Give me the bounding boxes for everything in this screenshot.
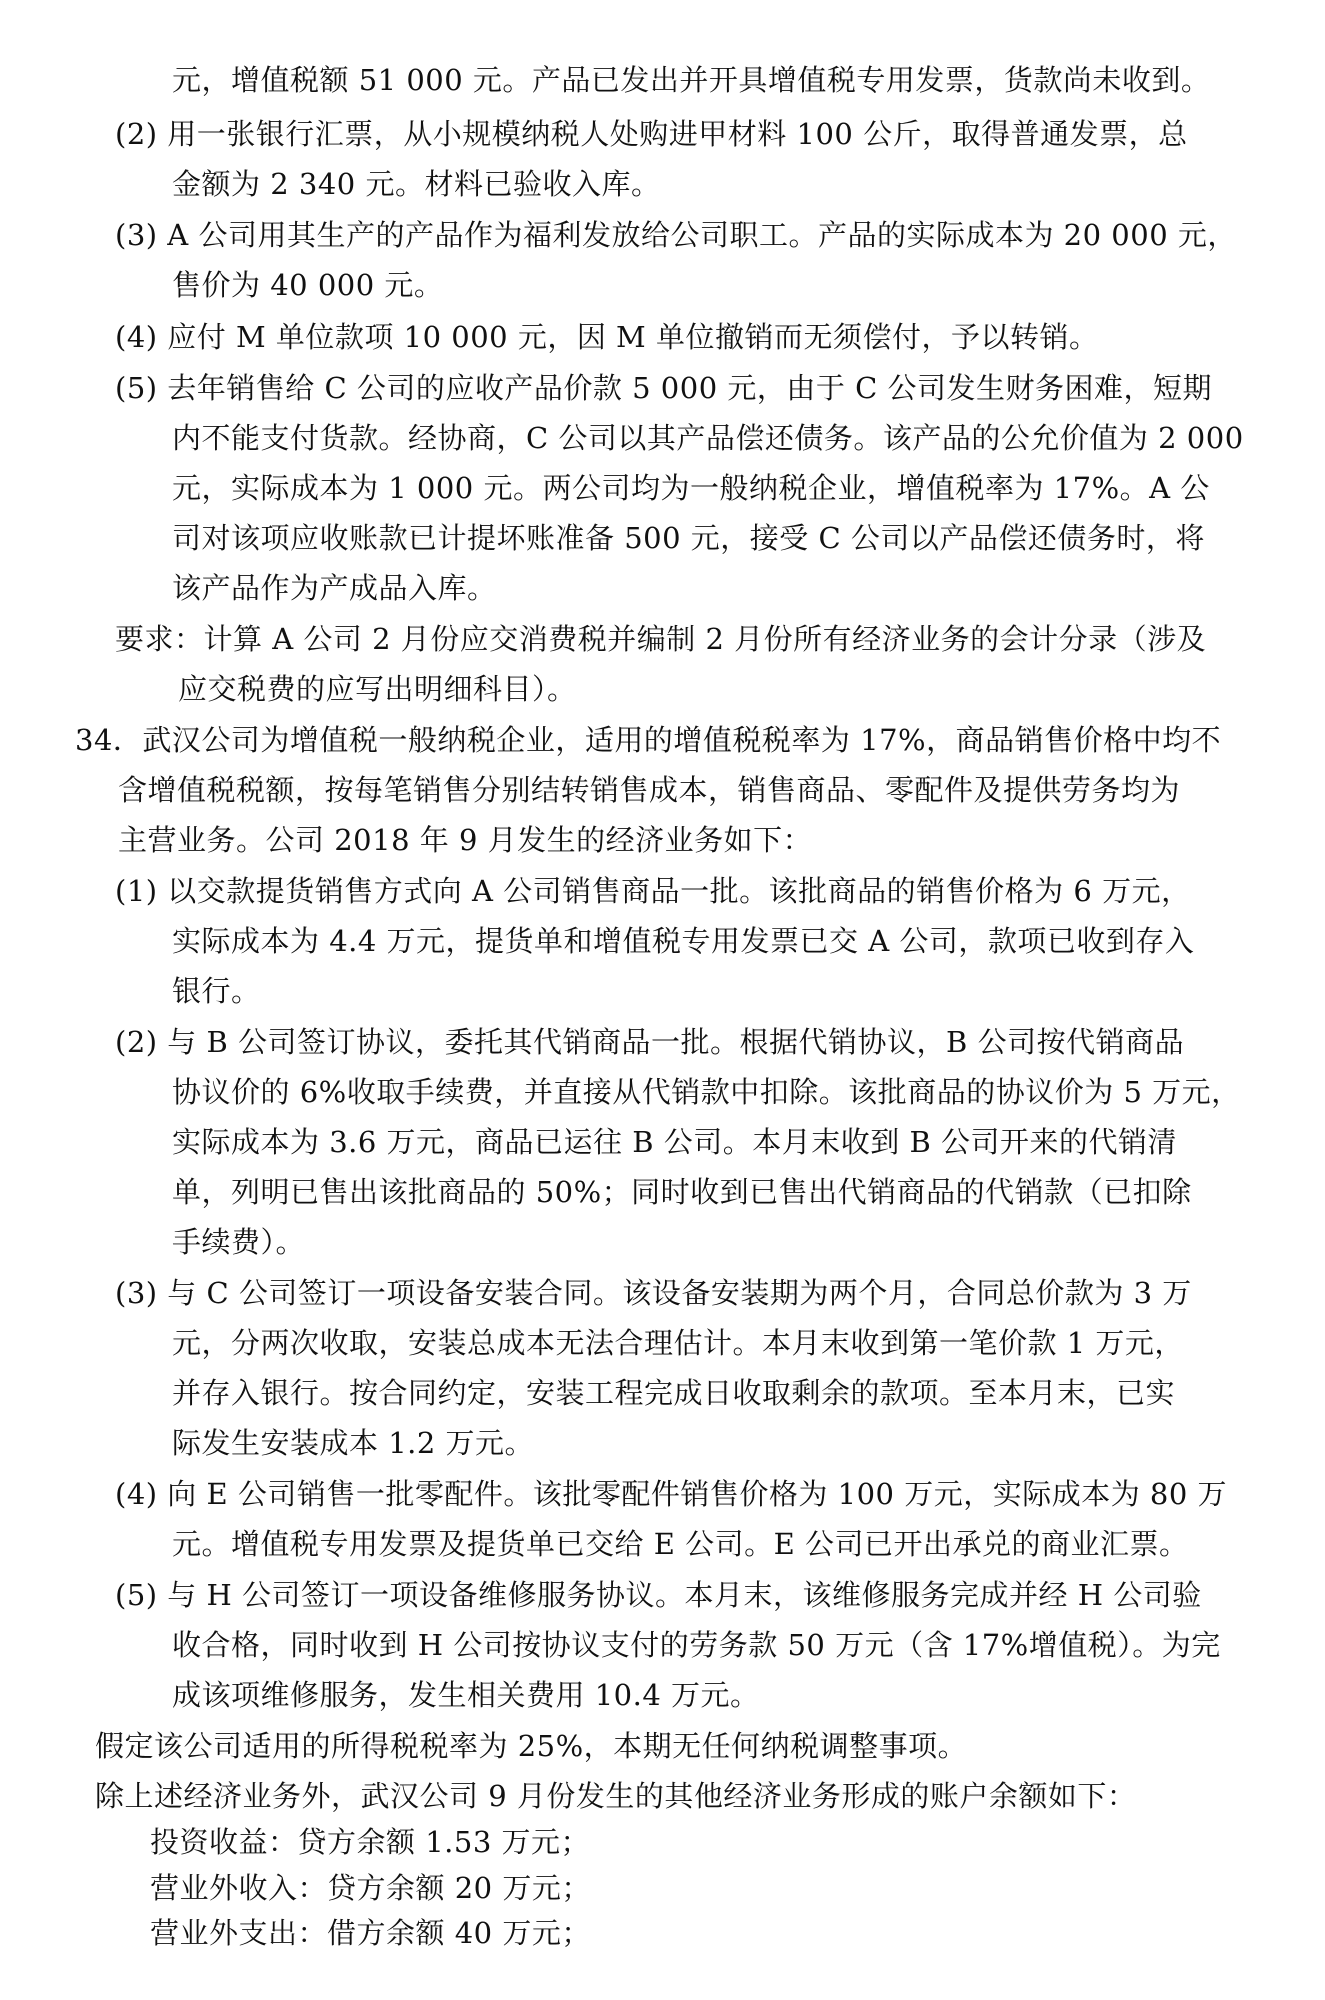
requirement-line: 应交税费的应写出明细科目）。 xyxy=(178,672,577,706)
text-line: 成该项维修服务，发生相关费用 10.4 万元。 xyxy=(172,1678,760,1712)
text-line: 含增值税税额，按每笔销售分别结转销售成本，销售商品、零配件及提供劳务均为 xyxy=(118,773,1181,807)
text-line: 元，分两次收取，安装总成本无法合理估计。本月末收到第一笔价款 1 万元， xyxy=(172,1326,1184,1360)
text-line: 收合格，同时收到 H 公司按协议支付的劳务款 50 万元（含 17%增值税）。为完 xyxy=(172,1628,1221,1662)
text-line: 际发生安装成本 1.2 万元。 xyxy=(172,1426,535,1460)
text-line: 假定该公司适用的所得税税率为 25%，本期无任何纳税调整事项。 xyxy=(95,1729,968,1763)
text-line: (5) 去年销售给 C 公司的应收产品价款 5 000 元，由于 C 公司发生财务困难，短期 xyxy=(115,371,1213,405)
text-line: 除上述经济业务外，武汉公司 9 月份发生的其他经济业务形成的账户余额如下： xyxy=(95,1779,1137,1813)
text-line: (1) 以交款提货销售方式向 A 公司销售商品一批。该批商品的销售价格为 6 万元， xyxy=(115,874,1191,908)
text-line: 实际成本为 3.6 万元，商品已运往 B 公司。本月末收到 B 公司开来的代销清 xyxy=(172,1125,1178,1159)
requirement-line: 要求：计算 A 公司 2 月份应交消费税并编制 2 月份所有经济业务的会计分录（涉及 xyxy=(115,622,1207,656)
text-line: 银行。 xyxy=(172,974,261,1008)
text-line: (5) 与 H 公司签订一项设备维修服务协议。本月末，该维修服务完成并经 H 公司验 xyxy=(115,1578,1202,1612)
balance-line: 营业外支出：借方余额 40 万元； xyxy=(150,1916,591,1950)
text-line: (2) 与 B 公司签订协议，委托其代销商品一批。根据代销协议，B 公司按代销商品 xyxy=(115,1025,1185,1059)
text-line: (3) 与 C 公司签订一项设备安装合同。该设备安装期为两个月，合同总价款为 3 万 xyxy=(115,1276,1192,1310)
text-line: 单，列明已售出该批商品的 50%；同时收到已售出代销商品的代销款（已扣除 xyxy=(172,1175,1192,1209)
balance-line: 营业外收入：贷方余额 20 万元； xyxy=(150,1871,591,1905)
text-line: 并存入银行。按合同约定，安装工程完成日收取剩余的款项。至本月末，已实 xyxy=(172,1376,1176,1410)
text-line: 该产品作为产成品入库。 xyxy=(172,571,497,605)
text-line: 金额为 2 340 元。材料已验收入库。 xyxy=(172,167,661,201)
text-line: 司对该项应收账款已计提坏账准备 500 元，接受 C 公司以产品偿还债务时，将 xyxy=(172,521,1205,555)
balance-line: 投资收益：贷方余额 1.53 万元； xyxy=(150,1825,591,1859)
text-line: 元，实际成本为 1 000 元。两公司均为一般纳税企业，增值税率为 17%。A 公 xyxy=(172,471,1210,505)
question-34-line: 34．武汉公司为增值税一般纳税企业，适用的增值税税率为 17%，商品销售价格中均不 xyxy=(75,723,1222,757)
text-line: (3) A 公司用其生产的产品作为福利发放给公司职工。产品的实际成本为 20 000 元， xyxy=(115,218,1237,252)
text-line: 主营业务。公司 2018 年 9 月发生的经济业务如下： xyxy=(118,823,813,857)
text-line: 协议价的 6%收取手续费，并直接从代销款中扣除。该批商品的协议价为 5 万元， xyxy=(172,1075,1241,1109)
text-line: (4) 应付 M 单位款项 10 000 元，因 M 单位撤销而无须偿付，予以转销。 xyxy=(115,320,1099,354)
text-line: 实际成本为 4.4 万元，提货单和增值税专用发票已交 A 公司，款项已收到存入 xyxy=(172,924,1195,958)
text-line: 售价为 40 000 元。 xyxy=(172,268,444,302)
text-line: 内不能支付货款。经协商，C 公司以其产品偿还债务。该产品的公允价值为 2 000 xyxy=(172,421,1244,455)
text-line: 元。增值税专用发票及提货单已交给 E 公司。E 公司已开出承兑的商业汇票。 xyxy=(172,1527,1189,1561)
text-line: (2) 用一张银行汇票，从小规模纳税人处购进甲材料 100 公斤，取得普通发票，总 xyxy=(115,117,1188,151)
text-line: (4) 向 E 公司销售一批零配件。该批零配件销售价格为 100 万元，实际成本为 80 万 xyxy=(115,1477,1228,1511)
text-line: 手续费）。 xyxy=(172,1225,306,1259)
text-line: 元，增值税额 51 000 元。产品已发出并开具增值税专用发票，货款尚未收到。 xyxy=(172,63,1211,97)
